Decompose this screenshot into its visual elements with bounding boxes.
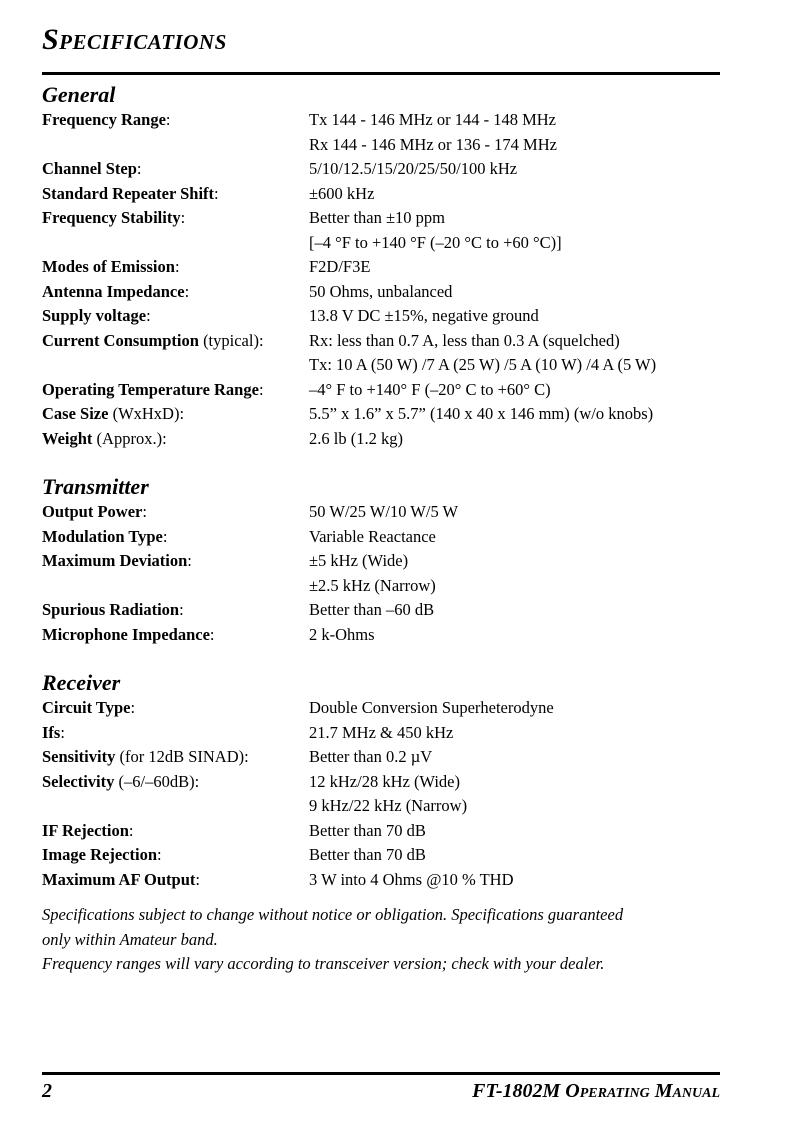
spec-value: Rx 144 - 146 MHz or 136 - 174 MHz — [309, 134, 557, 154]
spec-label-suffix: : — [258, 379, 264, 399]
spec-label — [42, 255, 309, 280]
spec-value: Better than 70 dB — [309, 820, 426, 840]
spec-label — [42, 206, 309, 255]
spec-row — [42, 157, 720, 182]
spec-label-name: Output Power — [42, 502, 143, 521]
spec-value: Rx: less than 0.7 A, less than 0.3 A (squelched) — [309, 330, 620, 350]
spec-label-suffix: (–6/–60dB): — [114, 771, 200, 791]
spec-value: Tx 144 - 146 MHz or 144 - 148 MHz — [309, 110, 557, 129]
spec-value: 2 k-Ohms — [309, 624, 375, 644]
spec-values — [309, 402, 720, 427]
spec-values — [309, 549, 720, 598]
spec-value: 2.6 lb (1.2 kg) — [309, 428, 403, 448]
spec-label-name: Frequency Range — [42, 110, 166, 129]
spec-values — [309, 329, 720, 378]
receiver-section — [42, 670, 720, 892]
spec-row — [42, 745, 720, 770]
title-rule — [42, 72, 720, 75]
spec-label — [42, 868, 309, 893]
spec-label-name: Weight — [42, 428, 93, 448]
spec-value: Double Conversion Superheterodyne — [309, 698, 554, 717]
spec-value: Tx: 10 A (50 W) /7 A (25 W) /5 A (10 W) /4 A (5 W) — [309, 355, 657, 374]
spec-row — [42, 304, 720, 329]
spec-label-name: Case Size — [42, 404, 109, 423]
spec-label-suffix: : — [130, 698, 136, 717]
spec-row — [42, 696, 720, 721]
spec-label-name: Current Consumption — [42, 330, 199, 350]
spec-value: 5.5” x 1.6” x 5.7” (140 x 40 x 146 mm) (w/o knobs) — [309, 404, 654, 423]
spec-label — [42, 525, 309, 550]
spec-label — [42, 378, 309, 403]
spec-label-suffix: : — [146, 306, 151, 325]
spec-label — [42, 427, 309, 452]
spec-label-name: Selectivity — [42, 771, 115, 791]
spec-label — [42, 304, 309, 329]
spec-row — [42, 598, 720, 623]
spec-row — [42, 843, 720, 868]
disclaimer-notes — [42, 903, 732, 977]
spec-row — [42, 868, 720, 893]
spec-row — [42, 770, 720, 819]
general-section — [42, 82, 720, 451]
spec-label — [42, 280, 309, 305]
spec-row — [42, 427, 720, 452]
spec-value: Better than 70 dB — [309, 845, 426, 864]
spec-label — [42, 157, 309, 182]
spec-label-name: Maximum AF Output — [42, 869, 196, 889]
spec-label-suffix: : — [128, 820, 134, 840]
spec-label-name: Supply voltage — [42, 306, 147, 325]
spec-value: –4° F to +140° F (–20° C to +60° C) — [309, 379, 551, 399]
spec-value: 5/10/12.5/15/20/25/50/100 kHz — [309, 159, 518, 178]
spec-row — [42, 206, 720, 255]
spec-row — [42, 108, 720, 157]
spec-label-suffix: : — [214, 183, 219, 203]
spec-values — [309, 500, 720, 525]
spec-label-suffix: (WxHxD): — [108, 404, 185, 423]
spec-label-suffix: : — [174, 257, 180, 276]
spec-value: 13.8 V DC ±15%, negative ground — [309, 306, 539, 325]
manual-title: FT-1802M Operating Manual — [472, 1080, 720, 1102]
note-line: Specifications subject to change without notice or obligation. Specifications guaranteed — [42, 905, 624, 924]
spec-values — [309, 696, 720, 721]
spec-label-name: Spurious Radiation — [42, 600, 180, 619]
receiver-spec-list — [42, 696, 720, 892]
note-line: Frequency ranges will vary according to transceiver version; check with your dealer. — [42, 954, 605, 973]
spec-label-name: Operating Temperature Range — [42, 379, 259, 399]
spec-row — [42, 623, 720, 648]
spec-label — [42, 843, 309, 868]
spec-row — [42, 819, 720, 844]
spec-label — [42, 745, 309, 770]
spec-label — [42, 598, 309, 623]
transmitter-heading: Transmitter — [42, 474, 149, 499]
spec-row — [42, 280, 720, 305]
spec-label-suffix: : — [142, 502, 147, 521]
spec-label-suffix: : — [195, 869, 200, 889]
spec-values — [309, 745, 720, 770]
spec-label — [42, 770, 309, 819]
spec-label-name: Antenna Impedance — [42, 281, 185, 301]
spec-row — [42, 378, 720, 403]
spec-label-suffix: (Approx.): — [92, 428, 167, 448]
spec-value: ±5 kHz (Wide) — [309, 551, 409, 570]
spec-label-name: Sensitivity — [42, 747, 116, 766]
spec-row — [42, 402, 720, 427]
spec-row — [42, 182, 720, 207]
spec-values — [309, 721, 720, 746]
spec-label-suffix: (typical): — [198, 330, 264, 350]
spec-label — [42, 500, 309, 525]
spec-values — [309, 868, 720, 893]
spec-values — [309, 206, 720, 255]
spec-values — [309, 304, 720, 329]
spec-values — [309, 819, 720, 844]
spec-value: ±2.5 kHz (Narrow) — [309, 575, 436, 595]
spec-label — [42, 108, 309, 157]
spec-value: F2D/F3E — [309, 257, 371, 276]
spec-label-suffix: : — [187, 551, 192, 570]
spec-label-suffix: : — [165, 110, 171, 129]
spec-row — [42, 500, 720, 525]
spec-values — [309, 378, 720, 403]
spec-value: Better than 0.2 µV — [309, 747, 433, 766]
spec-label-suffix: (for 12dB SINAD): — [115, 747, 249, 766]
spec-row — [42, 525, 720, 550]
spec-label — [42, 721, 309, 746]
spec-row — [42, 549, 720, 598]
receiver-heading: Receiver — [42, 670, 121, 695]
spec-value: 12 kHz/28 kHz (Wide) — [309, 771, 460, 791]
spec-value: Variable Reactance — [309, 526, 436, 546]
spec-values — [309, 770, 720, 819]
spec-value: Better than ±10 ppm — [309, 208, 445, 227]
spec-label — [42, 819, 309, 844]
spec-label — [42, 696, 309, 721]
spec-label-suffix: : — [136, 159, 142, 178]
spec-values — [309, 525, 720, 550]
general-heading: General — [42, 82, 116, 107]
spec-label-suffix: : — [179, 600, 184, 619]
footer-rule — [42, 1072, 720, 1075]
transmitter-spec-list — [42, 500, 720, 647]
spec-label-name: Maximum Deviation — [42, 551, 188, 570]
spec-row — [42, 255, 720, 280]
spec-label-suffix: : — [60, 722, 65, 742]
spec-values — [309, 280, 720, 305]
general-spec-list — [42, 108, 720, 451]
spec-label-suffix: : — [184, 281, 190, 301]
spec-label-suffix: : — [209, 624, 215, 644]
spec-row — [42, 329, 720, 378]
spec-label-name: Ifs — [42, 722, 61, 742]
spec-values — [309, 598, 720, 623]
spec-values — [309, 843, 720, 868]
spec-label-name: IF Rejection — [42, 820, 129, 840]
spec-value: 9 kHz/22 kHz (Narrow) — [309, 796, 468, 815]
spec-value: 50 Ohms, unbalanced — [309, 281, 453, 301]
spec-value: 3 W into 4 Ohms @10 % THD — [309, 869, 514, 889]
page-title: Specifications — [42, 23, 227, 56]
spec-label-name: Standard Repeater Shift — [42, 183, 215, 203]
spec-values — [309, 427, 720, 452]
spec-label-name: Modes of Emission — [42, 257, 175, 276]
page-number: 2 — [42, 1080, 52, 1102]
note-line: only within Amateur band. — [42, 929, 218, 949]
spec-label — [42, 182, 309, 207]
spec-value: Better than –60 dB — [309, 600, 435, 619]
spec-label-name: Frequency Stability — [42, 208, 181, 227]
spec-value: 21.7 MHz & 450 kHz — [309, 722, 454, 742]
spec-label-name: Channel Step — [42, 159, 137, 178]
spec-label-suffix: : — [180, 208, 186, 227]
spec-row — [42, 721, 720, 746]
spec-value: ±600 kHz — [309, 183, 375, 203]
spec-label-name: Microphone Impedance — [42, 624, 210, 644]
spec-values — [309, 108, 720, 157]
spec-values — [309, 623, 720, 648]
spec-value: 50 W/25 W/10 W/5 W — [309, 502, 459, 521]
transmitter-section — [42, 474, 720, 647]
spec-values — [309, 182, 720, 207]
spec-values — [309, 255, 720, 280]
spec-value: [–4 °F to +140 °F (–20 °C to +60 °C)] — [309, 232, 562, 252]
spec-label — [42, 623, 309, 648]
spec-label-name: Image Rejection — [42, 845, 158, 864]
spec-label-suffix: : — [162, 526, 168, 546]
spec-label — [42, 329, 309, 378]
spec-label-name: Circuit Type — [42, 698, 131, 717]
spec-label-suffix: : — [157, 845, 162, 864]
spec-label — [42, 549, 309, 598]
spec-label — [42, 402, 309, 427]
spec-label-name: Modulation Type — [42, 526, 163, 546]
spec-values — [309, 157, 720, 182]
